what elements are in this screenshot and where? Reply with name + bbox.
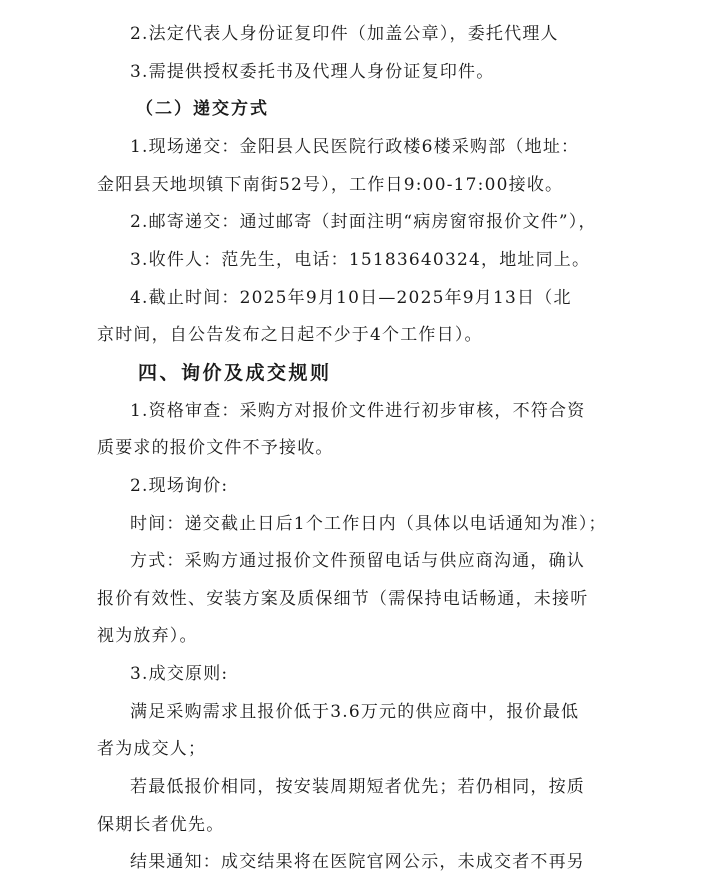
paragraph-line: 报价有效性、安装方案及质保细节（需保持电话畅通，未接听 — [97, 589, 589, 609]
section-subheading: （二）递交方式 — [136, 99, 269, 119]
paragraph-line: 4.截止时间：2025年9月10日—2025年9月13日（北 — [130, 288, 572, 308]
paragraph-line: 视为放弃）。 — [97, 626, 198, 646]
paragraph-line: 1.资格审查：采购方对报价文件进行初步审核，不符合资 — [130, 401, 586, 421]
paragraph-line: 京时间，自公告发布之日起不少于4个工作日）。 — [97, 325, 483, 345]
paragraph-line: 方式：采购方通过报价文件预留电话与供应商沟通，确认 — [130, 551, 585, 571]
paragraph-line: 3.成交原则: — [130, 664, 229, 684]
paragraph-line: 1.现场递交：金阳县人民医院行政楼6楼采购部（地址： — [130, 137, 580, 157]
paragraph-line: 3.需提供授权委托书及代理人身份证复印件。 — [130, 62, 495, 82]
paragraph-line: 时间：递交截止日后1个工作日内（具体以电话通知为准）； — [130, 514, 607, 534]
paragraph-line: 2.法定代表人身份证复印件（加盖公章），委托代理人 — [130, 24, 559, 44]
paragraph-line: 质要求的报价文件不予接收。 — [97, 438, 334, 458]
paragraph-line: 2.邮寄递交：通过邮寄（封面注明“病房窗帘报价文件”）， — [130, 212, 597, 232]
paragraph-line: 2.现场询价: — [130, 476, 229, 496]
paragraph-line: 满足采购需求且报价低于3.6万元的供应商中，报价最低 — [130, 702, 580, 722]
section-heading: 四、询价及成交规则 — [138, 362, 332, 384]
paragraph-line: 3.收件人：范先生，电话：15183640324，地址同上。 — [130, 250, 591, 270]
paragraph-line: 若最低报价相同，按安装周期短者优先；若仍相同，按质 — [130, 777, 585, 797]
paragraph-line: 结果通知：成交结果将在医院官网公示，未成交者不再另 — [130, 852, 585, 872]
paragraph-line: 保期长者优先。 — [97, 815, 225, 835]
paragraph-line: 金阳县天地坝镇下南街52号），工作日9:00-17:00接收。 — [97, 175, 564, 195]
paragraph-line: 者为成交人； — [97, 739, 207, 759]
